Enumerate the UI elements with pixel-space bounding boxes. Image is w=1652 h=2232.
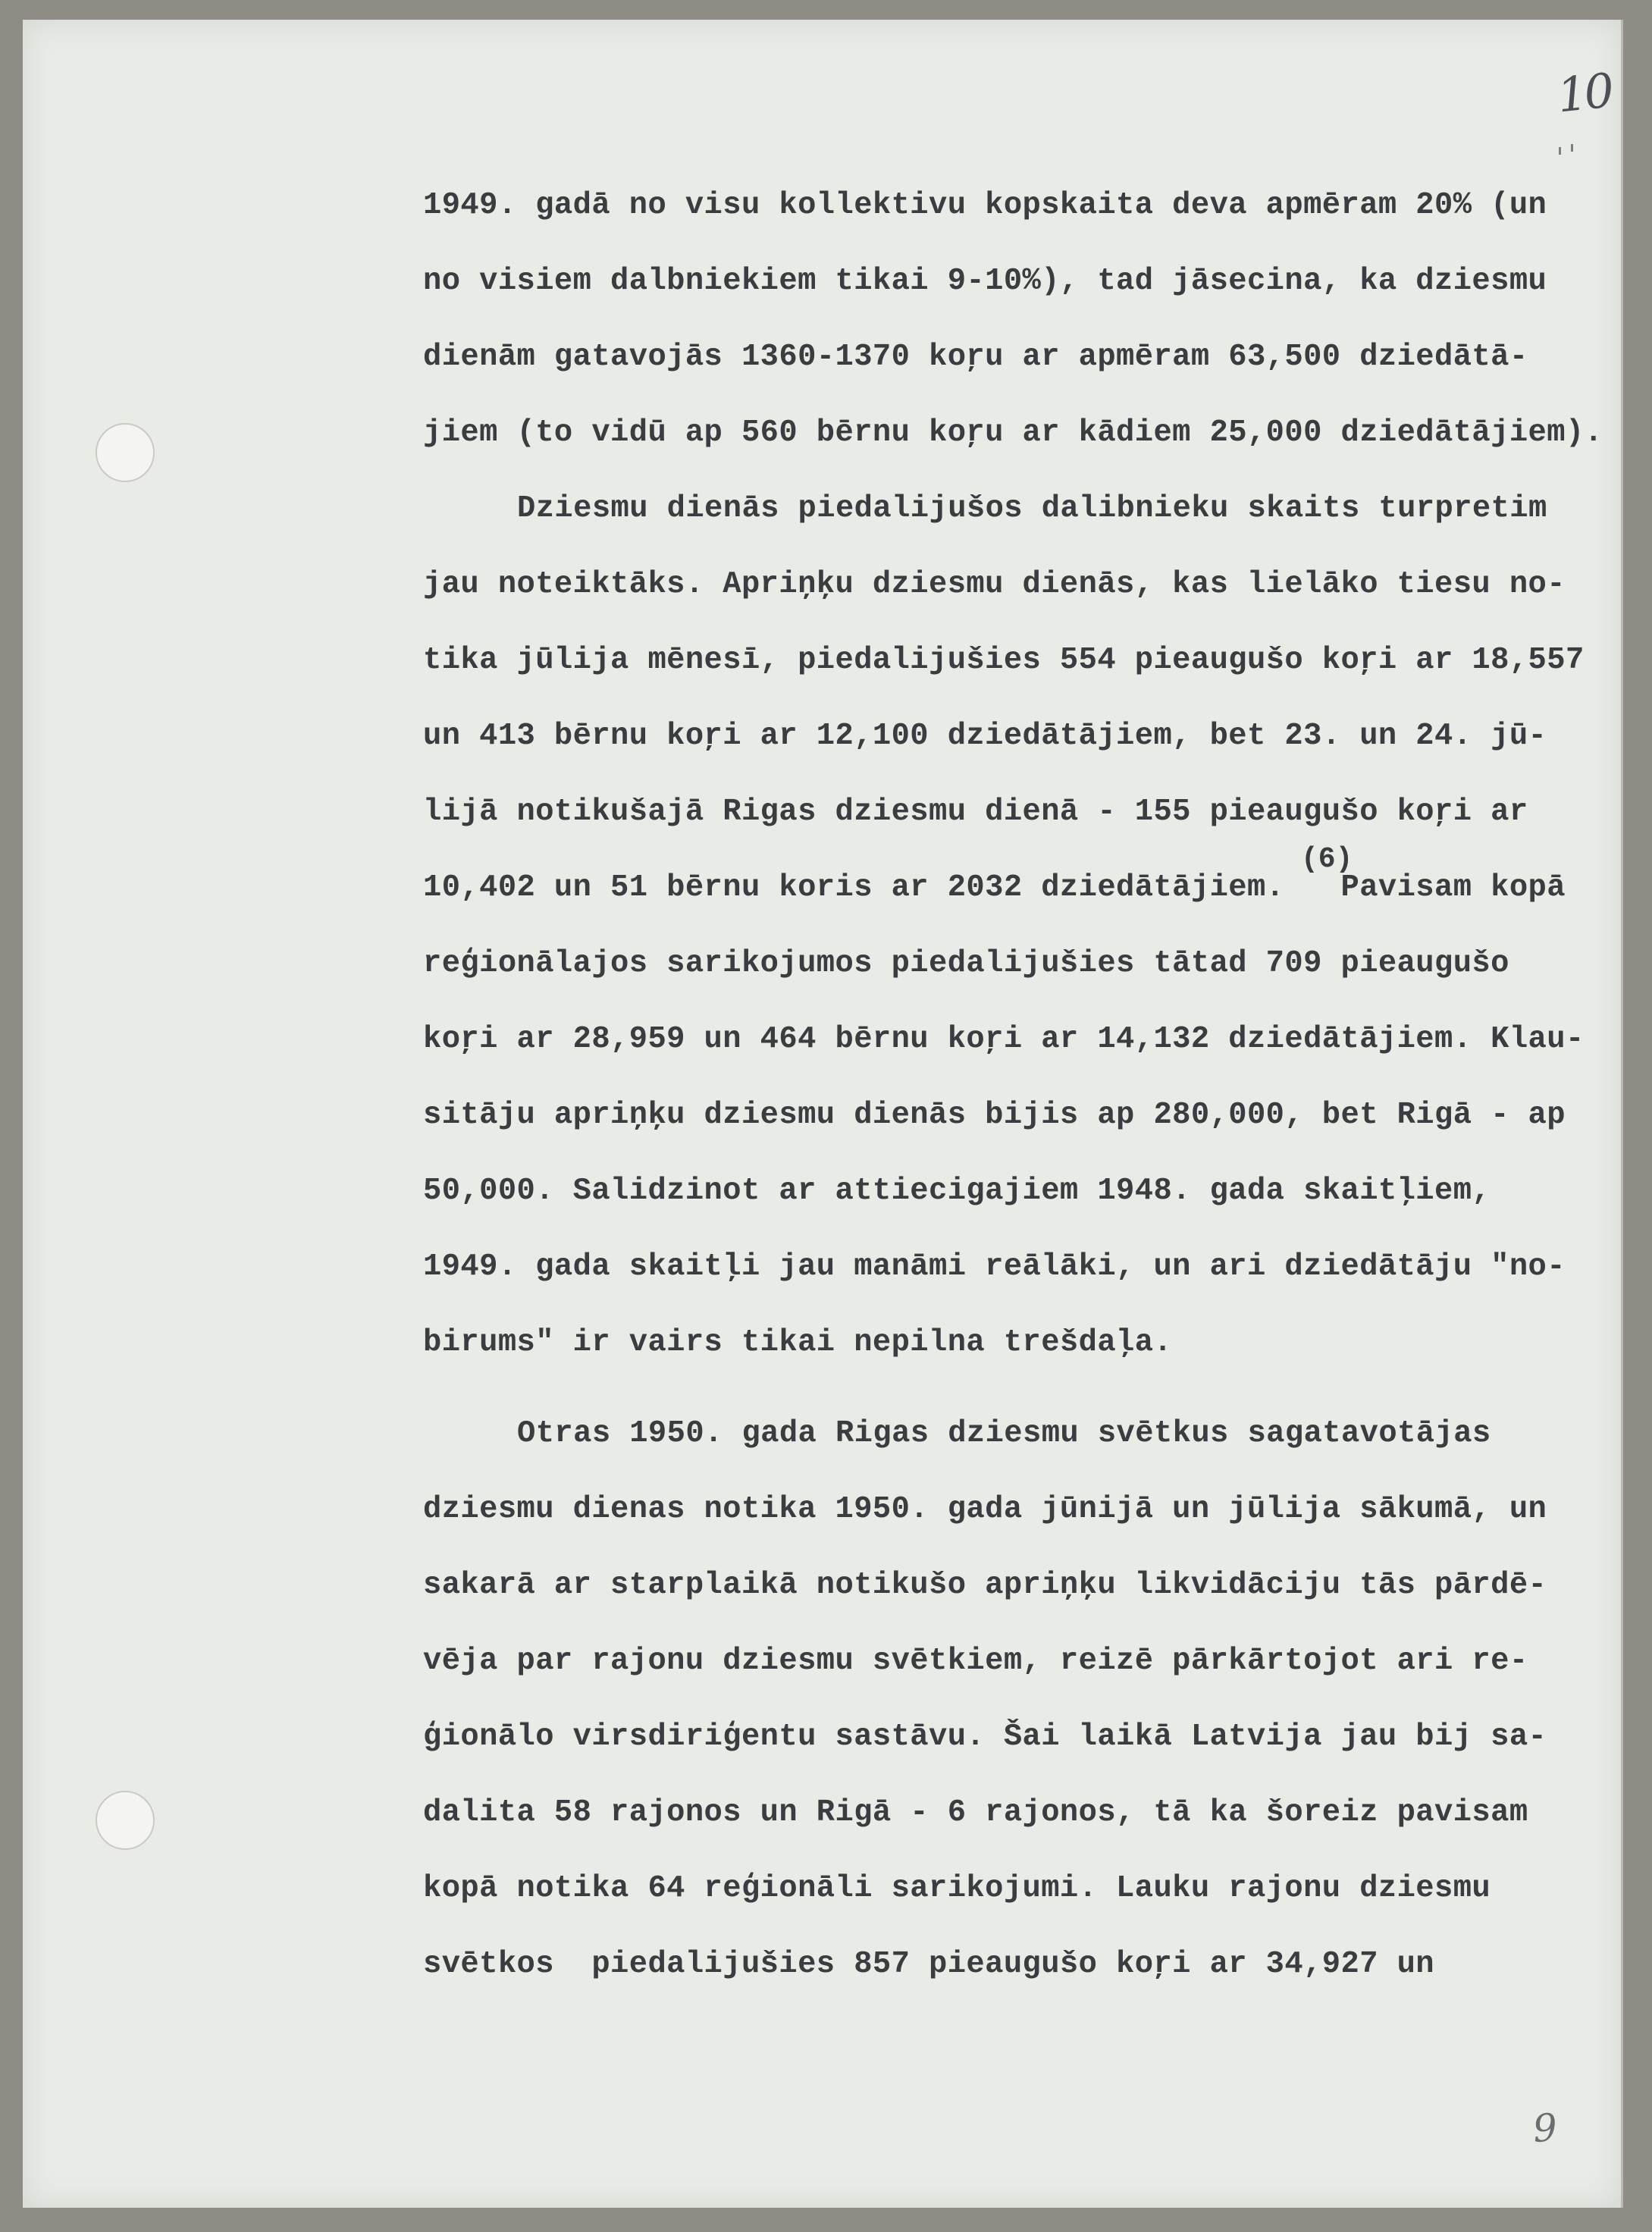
text-line: jau noteiktāks. Apriņķu dziesmu dienās, kas lielāko tiesu no- xyxy=(423,567,1566,602)
text-line: Dziesmu dienās piedalijušos dalibnieku skaits turpretim xyxy=(517,491,1547,526)
text-line: koŗi ar 28,959 un 464 bērnu koŗi ar 14,132 dziedātājiem. Klau- xyxy=(423,1022,1585,1057)
punch-hole xyxy=(96,1791,155,1850)
text-line: un 413 bērnu koŗi ar 12,100 dziedātājiem, bet 23. un 24. jū- xyxy=(423,719,1547,754)
text-line: 50,000. Salidzinot ar attiecigajiem 1948. gada skaitļiem, xyxy=(423,1174,1491,1208)
text-line: lijā notikušajā Rigas dziesmu dienā - 155 pieaugušo koŗi ar xyxy=(423,795,1528,829)
text-line: dziesmu dienas notika 1950. gada jūnijā un jūlija sākumā, un xyxy=(423,1492,1547,1527)
text-line: tika jūlija mēnesī, piedalijušies 554 pieaugušo koŗi ar 18,557 xyxy=(423,643,1585,678)
text-line: birums" ir vairs tikai nepilna trešdaļa. xyxy=(423,1325,1173,1360)
text-line: vēja par rajonu dziesmu svētkiem, reizē pārkārtojot ari re- xyxy=(423,1644,1528,1679)
text-line: reģionālajos sarikojumos piedalijušies tātad 709 pieaugušo xyxy=(423,946,1509,981)
text-line: sitāju apriņķu dziesmu dienās bijis ap 280,000, bet Rigā - ap xyxy=(423,1098,1566,1133)
text-line: 10,402 un 51 bērnu koris ar 2032 dziedātājiem. Pavisam kopā xyxy=(423,870,1566,905)
text-line: dienām gatavojās 1360-1370 koŗu ar apmēram 63,500 dziedātā- xyxy=(423,340,1528,375)
text-line: dalita 58 rajonos un Rigā - 6 rajonos, tā ka šoreiz pavisam xyxy=(423,1795,1528,1830)
text-line: jiem (to vidū ap 560 bērnu koŗu ar kādiem 25,000 dziedātājiem). xyxy=(423,415,1603,450)
text-line: 1949. gadā no visu kollektivu kopskaita deva apmēram 20% (un xyxy=(423,188,1547,223)
text-line: Otras 1950. gada Rigas dziesmu svētkus sagatavotājas xyxy=(517,1416,1491,1451)
footnote-reference: (6) xyxy=(1301,843,1353,876)
punch-hole xyxy=(96,423,155,482)
text-line: no visiem dalbniekiem tikai 9-10%), tad jāsecina, ka dziesmu xyxy=(423,264,1547,299)
text-line: svētkos piedalijušies 857 pieaugušo koŗi ar 34,927 un xyxy=(423,1947,1435,1982)
text-line: ģionālo virsdiriģentu sastāvu. Šai laikā Latvija jau bij sa- xyxy=(423,1719,1547,1754)
text-line: sakarā ar starplaikā notikušo apriņķu likvidāciju tās pārdē- xyxy=(423,1568,1547,1603)
handwritten-page-number-top: 10 xyxy=(1554,62,1614,124)
handwritten-page-number-bottom: 9 xyxy=(1531,2105,1559,2152)
text-line: kopā notika 64 reģionāli sarikojumi. Lauku rajonu dziesmu xyxy=(423,1871,1491,1906)
pencil-tick-marks xyxy=(1556,144,1578,162)
text-line: 1949. gada skaitļi jau manāmi reālāki, un ari dziedātāju "no- xyxy=(423,1249,1566,1284)
